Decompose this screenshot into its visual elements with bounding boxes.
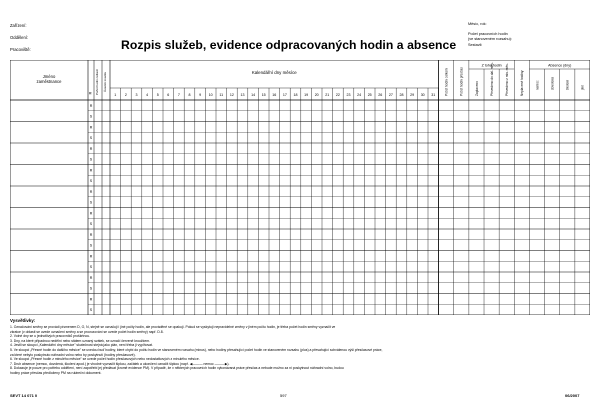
legend-item: zkratce (v oblasti se uvede označení směny a se provozování se uvede počet hodin směny) např. D.8. <box>10 329 164 334</box>
row-label: S <box>89 200 93 205</box>
day-number: 3 <box>135 93 138 97</box>
day-number: 24 <box>357 93 362 97</box>
legend-item: za které nebylo poskytnuto náhradní volno nebo by poskytnutí (hodiny přesčasové). <box>10 352 136 357</box>
day-number: 23 <box>346 93 351 97</box>
workplace-label: Zařízení: <box>10 23 27 28</box>
right-col-header: Zaplaceno <box>474 81 479 96</box>
right-group-header: Absence (dny) <box>548 63 572 68</box>
day-number: 20 <box>314 93 319 97</box>
row-label: S <box>89 136 93 141</box>
day-number: 26 <box>378 93 383 97</box>
schedule-grid <box>10 60 590 315</box>
right-col-header: nemoc <box>535 80 540 90</box>
day-number: 2 <box>124 93 127 97</box>
footer-code: SEVT 14 071 0 <box>10 393 38 398</box>
row-label: R <box>89 232 93 237</box>
name-header: Jméno <box>42 74 56 79</box>
legend-items <box>10 325 590 376</box>
day-number: 10 <box>208 93 213 97</box>
row-label: S <box>89 179 93 184</box>
row-label: R <box>89 254 93 259</box>
row-label: R <box>89 297 93 302</box>
row-label: R <box>89 146 93 151</box>
legend-item: 6. Ve sloupci „Přesné hodin z minulého měsíce" se uvede počet hodin přesčasových nebo nedostatkových z minulého měsíce. <box>10 357 200 362</box>
row-label: R <box>89 168 93 173</box>
row-label: R <box>89 211 93 216</box>
day-number: 4 <box>146 93 149 97</box>
day-number: 1 <box>114 93 117 97</box>
day-number: 7 <box>177 93 180 97</box>
row-label: S <box>89 114 93 119</box>
right-col-header: Neplacené hodiny <box>520 70 525 96</box>
rs-header: R <box>88 91 93 95</box>
row-label: S <box>89 243 93 248</box>
row-label: R <box>89 275 93 280</box>
right-col-header: školení <box>565 79 570 90</box>
legend-item: 5. Ve sloupci „Přesné hodin do dalšího měsíce" se uvedou buď hodiny, které chybí do počtu hodin ve stanoveném rozsahu (minus), nebo hodiny přesahující počet hodin ve stanoveném rozsahu (plus) a přesahující schválenou výši přesčasové práce, <box>10 347 383 352</box>
header-left-fields <box>10 20 120 56</box>
day-number: 25 <box>367 93 372 97</box>
day-number: 13 <box>240 93 245 97</box>
hours-fund-label-2: (ve stanoveném rozsahu): <box>468 36 512 41</box>
legend-item: hodiny práce přesčas předloženy PM na ruláreční dokument. <box>10 370 102 375</box>
right-col-header: dovolená <box>550 77 555 90</box>
day-number: 14 <box>251 93 256 97</box>
legend-item: 8. Dokazuje je pouze pro potřebu oddělení, není zapotřebí jej předávat (kromě evidence PM). V případě, že v některých pracovních hodin vykonávaná práce přesčas a nebude možno za ni poskytnout náhradní volno, budou <box>10 366 344 371</box>
page-title: Rozpis služeb, evidence odpracovaných hodin a absence <box>121 38 457 52</box>
right-col-header: Počet hodin celkem <box>444 68 449 96</box>
department-label: Oddělení: <box>10 35 29 40</box>
right-col-header: Převedeno do dal. měs. <box>489 62 494 96</box>
day-number: 9 <box>199 93 202 97</box>
day-number: 21 <box>325 93 330 97</box>
legend-item: 7. Druh absence (nemoc, dovolená, školení apod.) je vhodné vyznačit šipkou, začátek a ukončení označit šipkou (např. ◀——— nemoc ———▶). <box>10 361 230 366</box>
row-label: R <box>89 189 93 194</box>
day-number: 30 <box>420 93 425 97</box>
day-number: 5 <box>156 93 159 97</box>
legend <box>10 318 590 376</box>
day-number: 16 <box>272 93 277 97</box>
sign-label: Sestavil: <box>468 43 483 48</box>
row-label: S <box>89 265 93 270</box>
day-number: 22 <box>335 93 340 97</box>
row-label: S <box>89 222 93 227</box>
month-year-label: Měsíc, rok: <box>468 22 487 26</box>
day-number: 15 <box>261 93 266 97</box>
legend-item: 3. Dny, na které připadnou nedělní nebo státem uznaný svátek, se označí červeně kroužkem. <box>10 338 150 343</box>
position-label: Pracoviště: <box>10 47 31 52</box>
right-col-header: jiné <box>580 85 585 90</box>
footer-page: 597 <box>280 393 287 398</box>
legend-item: 4. Jestli se sloupci „Kalendářní dny měsíce" skutečnost stejná jako plán, není třeba ji vyplňovat. <box>10 343 153 348</box>
col-header: Úvazek úvazku <box>103 71 107 93</box>
header-right-fields <box>468 22 588 48</box>
day-number: 11 <box>219 93 224 97</box>
legend-item: 1. Označování směny se provádí písmenem D, O, N, stejně se označují i jiné počty hodin, ale prováděné se opakují. Pokud se vyskytují nepravidelné změny v jiném počtu hodin, je třeba počet hodin směny vyznačit ve <box>10 325 336 329</box>
schedule-table <box>10 60 590 315</box>
day-number: 18 <box>293 93 298 97</box>
day-number: 12 <box>229 93 234 97</box>
row-label: S <box>89 157 93 162</box>
day-number: 19 <box>304 93 309 97</box>
day-number: 8 <box>188 93 191 97</box>
day-number: 17 <box>282 93 287 97</box>
right-col-header: Počet hodin přesčas <box>459 67 464 96</box>
hours-fund-label-1: Počet pracovních hodin <box>468 32 508 37</box>
row-label: S <box>89 308 93 313</box>
day-number: 31 <box>431 93 436 97</box>
name-header: zaměstnance <box>36 79 62 84</box>
col-header: Počet hodin celkem <box>95 68 99 96</box>
right-group-header: Z toho hodin <box>481 63 502 68</box>
row-label: R <box>89 125 93 130</box>
right-col-header: Převedeno z min. měs. <box>505 63 510 96</box>
row-label: S <box>89 286 93 291</box>
calendar-header: Kalendářní dny měsíce <box>251 70 297 75</box>
legend-item: 2. Volné dny se u jednotlivých pracovníků proškrtnou. <box>10 334 91 339</box>
day-number: 27 <box>388 93 393 97</box>
row-label: R <box>89 103 93 108</box>
day-number: 29 <box>410 93 415 97</box>
legend-heading: Vysvětlivky: <box>10 318 36 323</box>
day-number: 6 <box>167 93 170 97</box>
day-number: 28 <box>399 93 404 97</box>
footer-date: 06/2007 <box>565 393 580 398</box>
